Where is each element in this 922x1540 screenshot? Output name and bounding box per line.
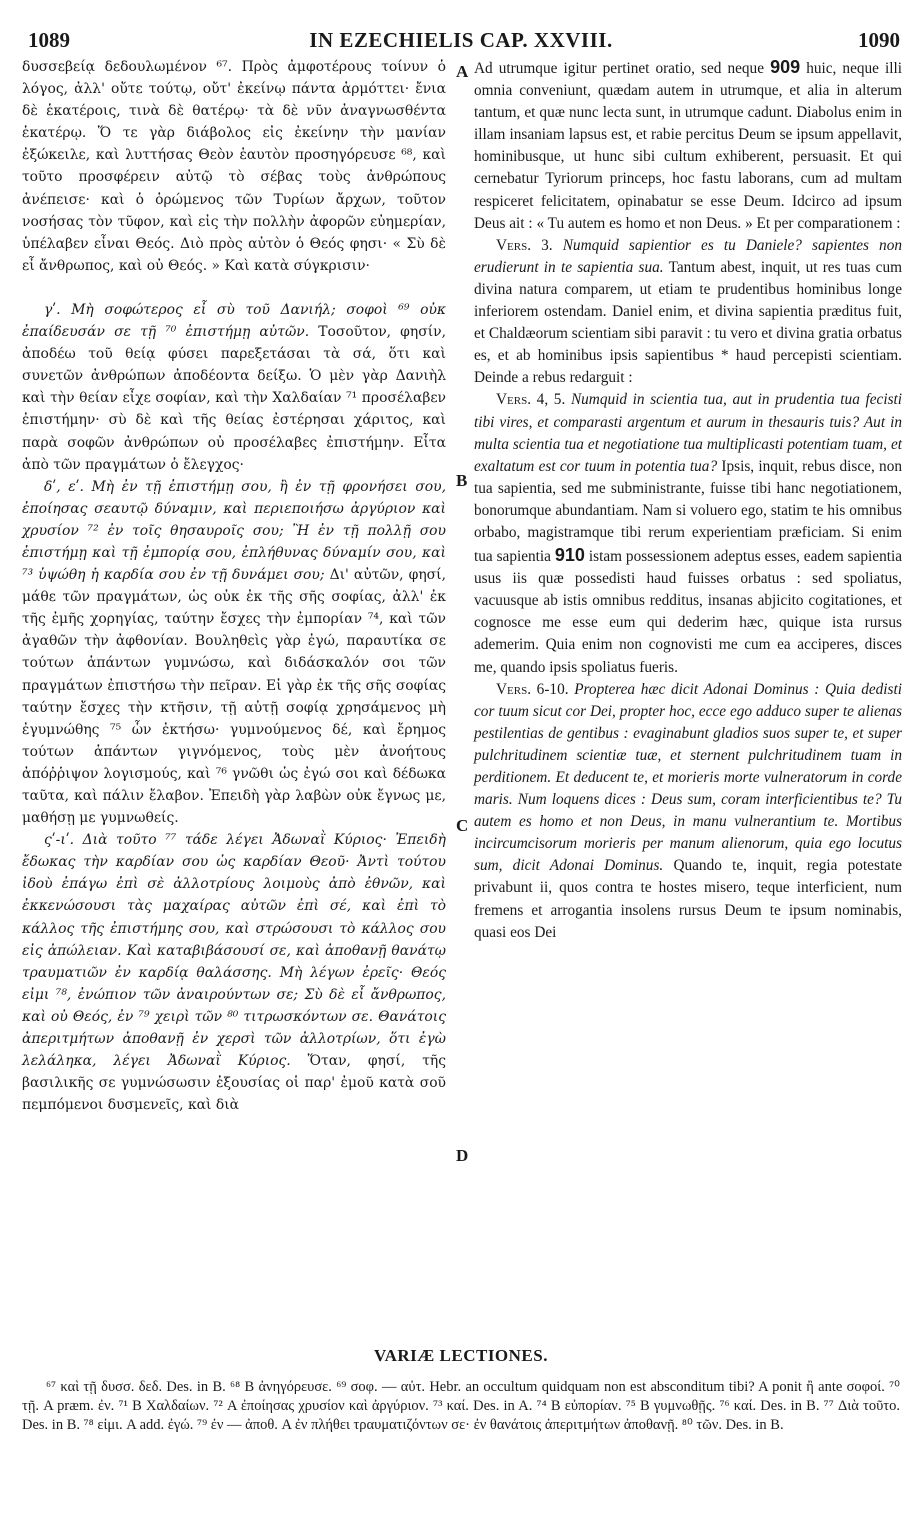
greek-lemma: δʹ, εʹ. Μὴ ἐν τῇ ἐπιστήμῃ σου, ἢ ἐν τῇ φρονήσει σου, ἐποίησας σεαυτῷ δύναμιν, καὶ περιεποιήσω ἀργύριον καὶ χρυσίον ⁷² ἐν τοῖς θησαυροῖς σου; Ἢ ἐν τῇ πολλῇ σου ἐπιστήμῃ καὶ τῇ ἐμπορίᾳ σου, ἐπλήθυνας δύναμίν σου, καὶ ⁷³ ὑψώθη ἡ καρδία σου ἐν τῇ δυνάμει σου; bbox=[22, 478, 446, 584]
margin-marker-c: C bbox=[456, 816, 469, 835]
verse-label: Vers. 6-10. bbox=[496, 680, 569, 698]
greek-column bbox=[22, 56, 446, 1116]
margin-marker-b: B bbox=[456, 471, 468, 490]
greek-lemma: γʹ. Μὴ σοφώτερος εἶ σὺ τοῦ Δανιήλ; σοφοὶ ⁶⁹ οὐκ ἐπαίδευσάν σε τῇ ⁷⁰ ἐπιστήμῃ αὐτῶν. bbox=[22, 301, 446, 341]
latin-commentary: Quando te, inquit, regia potestate privabunt ii, quos contra te hostes misero, teque interficient, num fremens et arrogantia insolens rursus Deum te ipsum nominabis, quasi eos Dei bbox=[474, 857, 902, 941]
latin-commentary: Tantum abest, inquit, ut res tuas cum divina natura comparem, ut etiam te prudentibus hominibus longe inferiorem ostendam. Daniel enim, et divina sapientia præditus fuit, et Chaldæorum scientiam sibi paravit : tu vero et divina gratia orbatus es, et ab hominibus ipsis sapientibus * haud percepisti scientiam. Deinde a rebus redarguit : bbox=[474, 258, 902, 387]
latin-commentary: istam possessionem adeptus esses, eadem sapientia usus iis quæ possedisti haud fuisses orbatus : sed spoliatus, vacuusque ab istis omnibus redditus, insanas abjicito cogitationes, et cognosce me esse eum qui dederim hæc, quique ista rursus ademerim. Quia enim non cognovisti me cum ea acciperes, disces me, quando ipsis spoliatus fueris. bbox=[474, 548, 903, 676]
latin-lemma: Numquid in scientia tua, aut in prudentia tua fecisti tibi vires, et comparasti argentum et aurum in thesauris tuis? Aut in multa scientia tua et negotiatione tua multiplicasti potentiam tuam, et exaltatum est cor tuum in potentia tua? bbox=[474, 391, 903, 475]
margin-marker-d: D bbox=[456, 1146, 469, 1165]
latin-lemma: Numquid sapientior es tu Daniele? sapientes non erudierunt in te sapientia sua. bbox=[474, 236, 903, 276]
latin-text: huic, neque illi omnia conveniunt, quædam autem in utrumque, et alia in alterum tantum, et quæ nunc lecta sunt, in utrumque cadunt. Diabolus enim in illam insaniam lapsus est, et rabie percitus Deum se ipsum appellavit, hominibusque, ut hunc sibi cultum exhiberent, persuasit. Et qui cernebatur Tyriorum princeps, hoc fastu laborans, cum ad multam respiceret felicitatem, opinabatur se esse Deum. Idcirco ad ipsum Deus ait : « Tu autem es homo et non Deus. » Et per comparationem : bbox=[474, 60, 903, 232]
greek-verse-3 bbox=[22, 299, 446, 476]
greek-verse-4-5 bbox=[22, 476, 446, 830]
variae-lectiones-heading: VARIÆ LECTIONES. bbox=[374, 1346, 548, 1365]
latin-lemma: Propterea hæc dicit Adonai Dominus : Quia dedisti cor tuum sicut cor Dei, propter hoc, ecce ego adduco super te alienas pestilentias de gentibus : evaginabunt gladios suos super te, et super pulchritudinem scientiæ tuæ, et sternent pulchritudinem tuam in perditionem. Et deducent te, et morieris morte vulneratorum in corde maris. Num loquens dices : Deus sum, coram interficientibus te? Tu autem es homo et non Deus, in manu vulnerantium te. Mortibus incircumcisorum morieris per manum alienorum, quia ego locutus sum, dicit Adonai Dominus. bbox=[474, 680, 902, 875]
column-number-910: 910 bbox=[554, 545, 585, 566]
columns bbox=[22, 56, 903, 1346]
latin-commentary: Ipsis, inquit, rebus disce, non tua sapientia, sed me subministrante, fuisse tibi hanc negotiationem, bonorumque abundantiam. Nam si voluero ego, statim te his omnibus orbabo, magistramque tibi rerum experientiam præficiam. Si enim tua sapientia bbox=[474, 457, 902, 566]
verse-label: Vers. 4, 5. bbox=[496, 391, 566, 409]
greek-commentary: Τοσοῦτον, φησίν, ἀποδέω τοῦ θείᾳ φύσει παρεξετάσαι τὰ σά, ὅτι καὶ συνετῶν ἀνθρώπων ἀποδέοντα δείξω. Ὁ μὲν γὰρ Δανιὴλ καὶ τὴν θείαν εἶχε σοφίαν, καὶ τὴν Χαλδαίαν ⁷¹ προσέλαβεν ἐπιστήμην· σὺ δὲ καὶ τῆς θείας ἐστέρησαι χάριτος, καὶ παρὰ σοφῶν ἀνθρώπων οὐ προσέλαβες ἐπιστήμην. Εἶτα ἀπὸ τῶν πραγμάτων ὁ ἔλεγχος· bbox=[22, 324, 446, 473]
latin-paragraph bbox=[474, 56, 902, 235]
page-number-right: 1090 bbox=[858, 28, 900, 52]
page bbox=[22, 28, 903, 1433]
variae-lectiones-notes: ⁶⁷ καὶ τῇ δυσσ. δεδ. Des. in B. ⁶⁸ B ἀνηγόρευσε. ⁶⁹ σοφ. — αὐτ. Hebr. an occultum quidquam non est absconditum tibi? A ponit ἢ ante σοφοί. ⁷⁰ τῇ. A præm. ἐν. ⁷¹ B Χαλδαίων. ⁷² A ἐποίησας χρυσίον καὶ ἀργύριον. ⁷³ καί. Des. in A. ⁷⁴ B εὐπορίαν. ⁷⁵ B γυμνωθῇς. ⁷⁶ καί. Des. in B. ⁷⁷ Διὰ τοῦτο. Des. in B. ⁷⁸ εἰμι. A add. ἐγώ. ⁷⁹ ἐν — ἀποθ. A ἐν πλήθει τραυματιζόντων σε· ἐν θανάτοις ἀπεριτμήτων ἀποθανῇ. ⁸⁰ τῶν. Des. in B. bbox=[22, 1379, 900, 1433]
column-number-909: 909 bbox=[770, 57, 801, 77]
greek-commentary: Ὅταν, φησί, τῆς βασιλικῆς σε γυμνώσωσιν ἐξουσίας οἱ παρ' ἐμοῦ κατὰ σοῦ πεμπόμενοι δυσμενεῖς, καὶ διὰ bbox=[22, 1053, 446, 1114]
running-title: IN EZECHIELIS CAP. XXVIII. bbox=[309, 28, 613, 52]
greek-paragraph: δυσσεβείᾳ δεδουλωμένον ⁶⁷. Πρὸς ἀμφοτέρους τοίνυν ὁ λόγος, ἀλλ' οὔτε τούτῳ, οὔτ' ἐκείνῳ πάντα ἁρμόττει· ἔνια δὲ ἑκατέροις, τινὰ δὲ θατέρῳ· τὰ δὲ νῦν ἀναγνωσθέντα ἑκατέρῳ. Ὅ τε γὰρ διάβολος εἰς ἐκείνην τὴν μανίαν ἐξώκειλε, καὶ λυττήσας Θεὸν ἑαυτὸν προσηγόρευσε ⁶⁸, καὶ τοῦτο προσφέρειν αὐτῷ τὸ σέβας τοὺς ἀνθρώπους ἀνέπεισε· καὶ ὁ ὁρώμενος τῶν Τυρίων ἄρχων, τοῦτον νοσήσας τὸν τῦφον, καὶ εἰς τὴν πολλὴν ἀφορῶν εὐημερίαν, ὑπέλαβεν εἶναι Θεός. Διὸ πρὸς αὐτὸν ὁ Θεός φησι· « Σὺ δὲ εἶ ἄνθρωπος, καὶ οὐ Θεός. » Καὶ κατὰ σύγκρισιν· bbox=[22, 59, 446, 274]
page-number-left: 1089 bbox=[28, 28, 70, 52]
greek-lemma: ςʹ-ιʹ. Διὰ τοῦτο ⁷⁷ τάδε λέγει Ἀδωναῒ Κύριος· Ἐπειδὴ ἔδωκας τὴν καρδίαν σου ὡς καρδίαν Θεοῦ· Ἀντὶ τούτου ἰδοὺ ἐπάγω ἐπὶ σὲ ἀλλοτρίους λοιμοὺς ἀπὸ ἐθνῶν, καὶ ἐκκενώσουσι τὰς μαχαίρας αὐτῶν ἐπὶ σέ, καὶ ἐπὶ τὸ κάλλος τῆς ἐπιστήμης σου, καὶ στρώσουσι τὸ κάλλος σου εἰς ἀπώλειαν. Καὶ καταβιβάσουσί σε, καὶ ἀποθανῇ θανάτῳ τραυματιῶν ἐν καρδίᾳ θαλάσσης. Μὴ λέγων ἐρεῖς· Θεός εἰμι ⁷⁸, ἐνώπιον τῶν ἀναιρούντων σε; Σὺ δὲ εἶ ἄνθρωπος, καὶ οὐ Θεός, ἐν ⁷⁹ χειρὶ τῶν ⁸⁰ τιτρωσκόντων σε. Θανάτοις ἀπεριτμήτων ἀποθανῇ ἐν χερσὶ τῶν ἀλλοτρίων, ὅτι ἐγὼ λελάληκα, λέγει Ἀδωναῒ Κύριος. bbox=[22, 832, 446, 1070]
latin-text: Ad utrumque igitur pertinet oratio, sed neque bbox=[474, 60, 764, 77]
verse-label: Vers. 3. bbox=[496, 236, 553, 254]
greek-commentary: Δι' αὐτῶν, φησί, μάθε τῶν πραγμάτων, ὡς οὐκ ἐκ τῆς σῆς σοφίας, ἀλλ' ἐκ τῆς ἐμῆς χορηγίας, ταύτην ἔσχες τὴν ἐμπορίαν ⁷⁴, καὶ τῶν ἀγαθῶν τὴν ἀφθονίαν. Βουληθεὶς γὰρ ἐγώ, παραυτίκα σε τούτων ἁπάντων γυμνώσω, καὶ διδάσκαλόν σοι τῶν πραγμάτων ἐπιστήσω τὴν πεῖραν. Εἰ γὰρ ἐκ τῆς σῆς σοφίας ταύτην ἔσχες τὴν κτῆσιν, τῇ αὐτῇ σοφίᾳ χρησάμενος μὴ ἐγυμνώθης ⁷⁵ ὧν ἐκτήσω· γυμνούμενος δέ, καὶ ἔρημος τούτων ἁπάντων γιγνόμενος, τοὺς μὲν ἀνοήτους ἀπόῤῥιψον λογισμούς, καὶ ⁷⁶ γνῶθι ὡς ἐγώ σοι καὶ δέδωκα ταῦτα, καὶ πάλιν ἔλαβον. Ἐπειδὴ γὰρ λαβὼν οὐκ ἔγνως με, μαθήσῃ με γυμνωθείς. bbox=[22, 567, 447, 827]
greek-verse-6-10 bbox=[22, 829, 446, 1116]
margin-marker-a: A bbox=[456, 62, 469, 81]
latin-verse-4-5 bbox=[474, 389, 902, 678]
latin-verse-6-10 bbox=[474, 679, 902, 944]
latin-column bbox=[474, 56, 902, 944]
latin-verse-3 bbox=[474, 235, 902, 390]
running-header bbox=[22, 28, 900, 56]
